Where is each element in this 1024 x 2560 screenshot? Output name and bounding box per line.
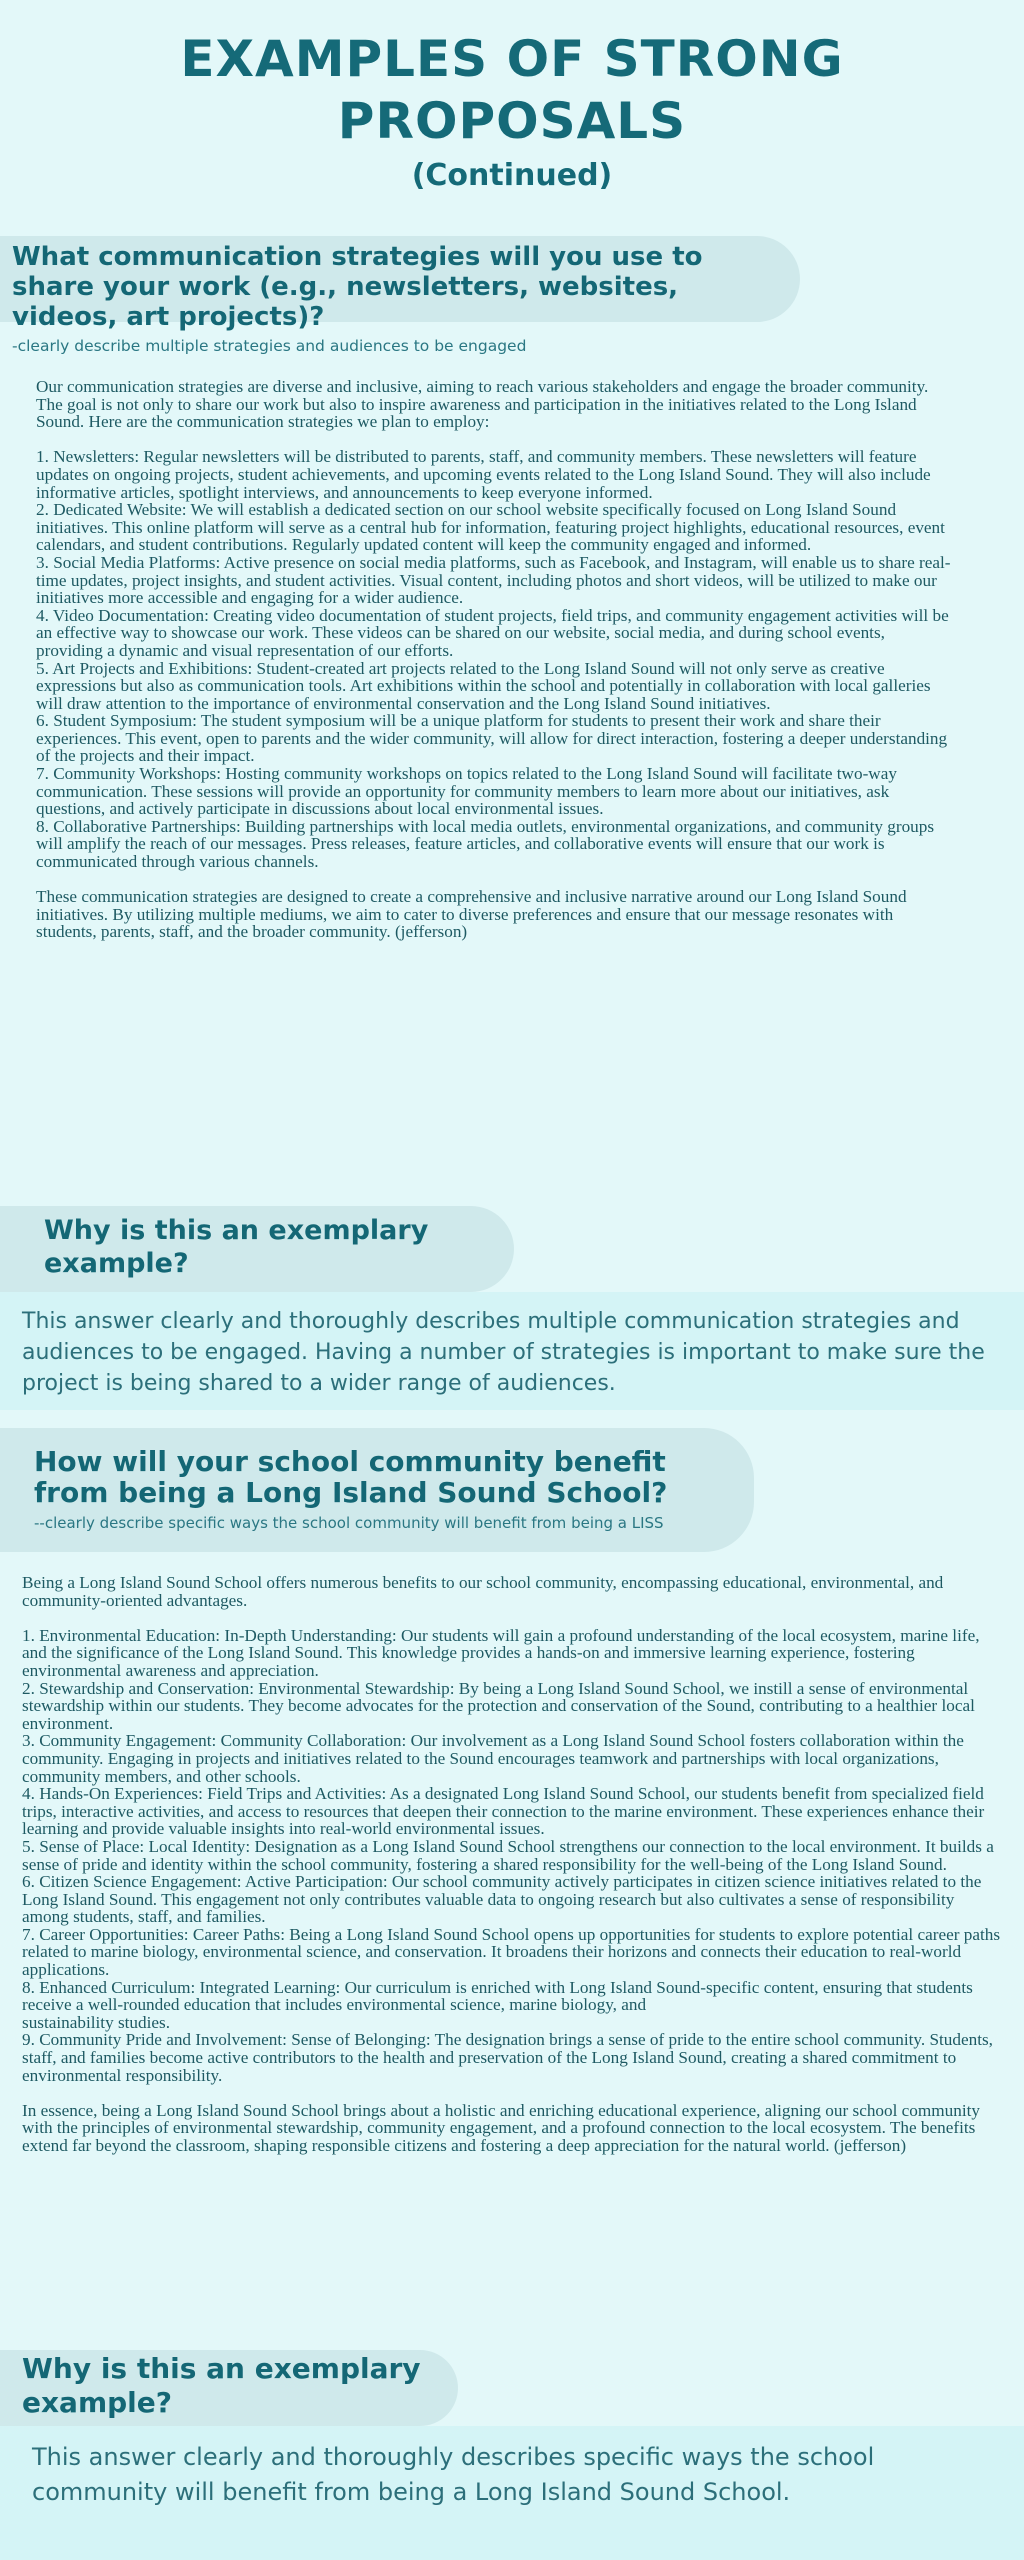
answer-1-item: 8. Collaborative Partnerships: Building partnerships with local media outlets, environmental organizations, and community groups will amplify the reach of our messages. Press releases, feature articles, and collaborative events will ensure that our work is communicated through various channels. <box>36 816 935 872</box>
answer-2-conclusion: In essence, being a Long Island Sound School brings about a holistic and enriching educational experience, aligning our school community with the principles of environmental stewardship, community engagement, and a profound connection to the local ecosystem. The benefits extend far beyond the classroom, shaping responsible citizens and fostering a deep appreciation for the natural world. (jefferson) <box>22 2100 980 2155</box>
why-2-heading: Why is this an exemplary example? <box>22 2352 421 2419</box>
answer-2 <box>22 1574 1002 2155</box>
question-1-heading: What communication strategies will you use to share your work (e.g., newsletters, websites, videos, art projects)? <box>12 242 703 332</box>
answer-1-item: 6. Student Symposium: The student symposium will be a unique platform for students to present their work and share their experiences. This event, open to parents and the wider community, will allow for direct interaction, fostering a deeper understanding of the projects and their impact. <box>36 711 948 766</box>
page-title-main: EXAMPLES OF STRONG PROPOSALS <box>180 30 844 150</box>
answer-2-item: 1. Environmental Education: In-Depth Understanding: Our students will gain a profound understanding of the local ecosystem, marine life, and the significance of the Long Island Sound. This knowledge provides a hands-on and immersive learning experience, fostering environmental awareness and appreciation. <box>22 1625 980 1680</box>
answer-2-item: 8. Enhanced Curriculum: Integrated Learning: Our curriculum is enriched with Long Island Sound-specific content, ensuring that students receive a well-rounded education that includes environmental science, marine biology, and <box>22 1977 973 2015</box>
answer-2-item: 6. Citizen Science Engagement: Active Participation: Our school community actively participates in citizen science initiatives related to the Long Island Sound. This engagement not only contributes valuable data to ongoing research but also cultivates a sense of responsibility among students, staff, and families. <box>22 1872 982 1927</box>
answer-1-item: 2. Dedicated Website: We will establish a dedicated section on our school website specifically focused on Long Island Sound initiatives. This online platform will serve as a central hub for information, featuring project highlights, educational resources, event calendars, and student contributions. Regularly updated content will keep the community engaged and informed. <box>36 500 945 555</box>
answer-1-conclusion: These communication strategies are designed to create a comprehensive and inclusive narrative around our Long Island Sound initiatives. By utilizing multiple mediums, we aim to cater to diverse preferences and ensure that our message resonates with students, parents, staff, and the broader community. (jefferson) <box>36 887 907 942</box>
answer-2-intro: Being a Long Island Sound School offers numerous benefits to our school community, encompassing educational, environmental, and community-oriented advantages. <box>22 1573 944 1610</box>
answer-1-item: 7. Community Workshops: Hosting community workshops on topics related to the Long Island Sound will facilitate two-way communication. These sessions will provide an opportunity for community members to learn more about our initiatives, ask questions, and actively participate in discussions about local environmental issues. <box>36 764 897 819</box>
why-2-text: This answer clearly and thoroughly describes specific ways the school community will benefit from being a Long Island Sound School. <box>32 2443 875 2506</box>
answer-2-item: 9. Community Pride and Involvement: Sense of Belonging: The designation brings a sense of pride to the entire school community. Students, staff, and families become active contributors to the health and preservation of the Long Island Sound, creating a shared commitment to environmental responsibility. <box>22 2030 993 2085</box>
answer-1-item: 3. Social Media Platforms: Active presence on social media platforms, such as Facebook, and Instagram, will enable us to share real- time updates, project insights, and student activities. Visual content, including photos and short videos, will be utilized to make our initiatives more accessible and engaging for a wider audience. <box>36 552 951 608</box>
answer-2-item: sustainability studies. <box>22 2012 170 2032</box>
answer-1-item: 4. Video Documentation: Creating video documentation of student projects, field trips, and community engagement activities will be an effective way to showcase our work. These videos can be shared on our website, social media, and during school events, providing a dynamic and visual representation of our efforts. <box>36 605 949 660</box>
answer-2-item: 2. Stewardship and Conservation: Environmental Stewardship: By being a Long Island Sound School, we instill a sense of environmental stewardship within our students. They become advocates for the protection and conservation of the Sound, contributing to a healthier local environment. <box>22 1678 975 1733</box>
page-subtitle: (Continued) <box>411 158 613 193</box>
answer-1-item: 5. Art Projects and Exhibitions: Student-created art projects related to the Long Island Sound will not only serve as creative expressions but also as communication tools. Art exhibitions within the school and potentially in collaboration with local galleries will draw attention to the importance of environmental conservation and the Long Island Sound initiatives. <box>36 658 931 713</box>
page-title <box>0 28 1024 198</box>
question-1-guidance: -clearly describe multiple strategies and audiences to be engaged <box>12 337 527 355</box>
answer-2-item: 4. Hands-On Experiences: Field Trips and Activities: As a designated Long Island Sound School, our students benefit from specialized field trips, interactive activities, and access to resources that deepen their connection to the marine environment. These experiences enhance their learning and provide valuable insights into real-world environmental issues. <box>22 1784 985 1839</box>
question-2-heading: How will your school community benefit from being a Long Island Sound School? <box>34 1445 668 1509</box>
answer-1-intro: Our communication strategies are diverse and inclusive, aiming to reach various stakeholders and engage the broader community. The goal is not only to share our work but also to inspire awareness and participation in the initiatives related to the Long Island Sound. Here are the communication strategies we plan to employ: <box>36 377 929 432</box>
question-2-guidance: --clearly describe specific ways the school community will benefit from being a LISS <box>34 1514 664 1532</box>
answer-1-item: 1. Newsletters: Regular newsletters will be distributed to parents, staff, and community members. These newsletters will feature updates on ongoing projects, student achievements, and upcoming events related to the Long Island Sound. They will also include informative articles, spotlight interviews, and announcements to keep everyone informed. <box>36 447 931 502</box>
why-1-heading: Why is this an exemplary example? <box>44 1215 429 1279</box>
answer-2-item: 3. Community Engagement: Community Collaboration: Our involvement as a Long Island Sound School fosters collaboration within the community. Engaging in projects and initiatives related to the Sound encourages teamwork and partnerships with local organizations, community members, and other schools. <box>22 1731 964 1786</box>
answer-2-item: 5. Sense of Place: Local Identity: Designation as a Long Island Sound School strengthens our connection to the local environment. It builds a sense of pride and identity within the school community, fostering a shared responsibility for the well-being of the Long Island Sound. <box>22 1836 994 1874</box>
answer-2-item: 7. Career Opportunities: Career Paths: Being a Long Island Sound School opens up opportunities for students to explore potential career paths related to marine biology, environmental science, and conservation. It broadens their horizons and connects their education to real-world applications. <box>22 1924 1001 1980</box>
why-1-text: This answer clearly and thoroughly describes multiple communication strategies and audiences to be engaged. Having a number of strategies is important to make sure the project is being shared to a wider range of audiences. <box>22 1309 985 1396</box>
answer-1 <box>36 378 956 941</box>
